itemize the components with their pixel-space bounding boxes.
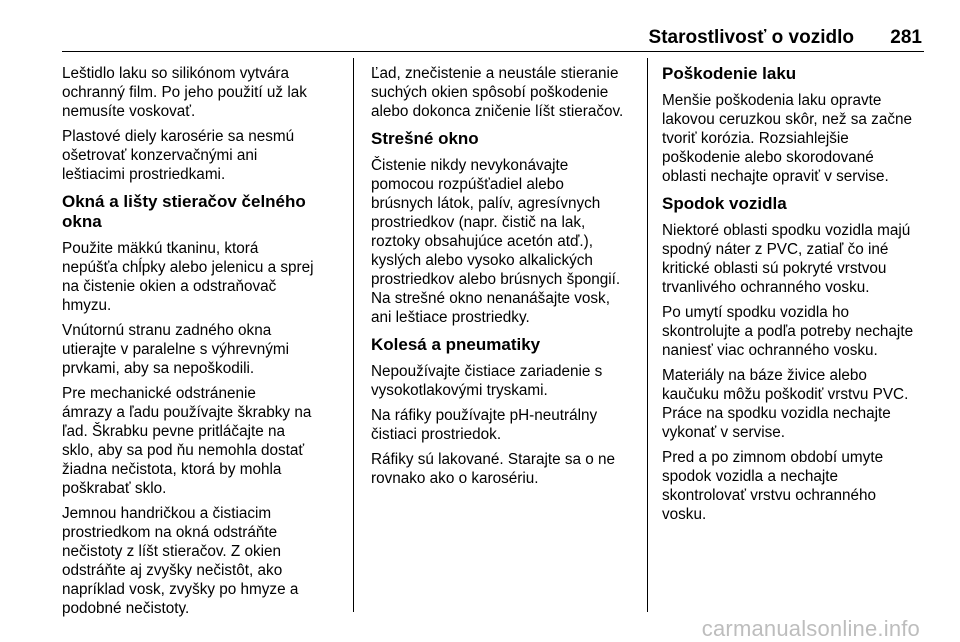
paragraph: Menšie poškodenia laku opravte lakovou ceruzkou skôr, než sa začne tvoriť korózia. Rozsiahlejšie poškodenie alebo skorodované oblasti nechajte opraviť v servise. (662, 92, 912, 185)
paragraph: Materiály na báze živice alebo kaučuku môžu poškodiť vrstvu PVC. Práce na spodku vozidla nechajte vykonať v servise. (662, 367, 909, 441)
page-number: 281 (890, 27, 922, 48)
section-heading: Okná a lišty stieračov čelného okna (62, 192, 306, 231)
watermark-text: carmanualsonline.info (701, 616, 920, 641)
text-column-2 (371, 64, 635, 494)
section-heading: Strešné okno (371, 129, 479, 148)
paragraph: Čistenie nikdy nevykonávajte pomocou rozpúšťadiel alebo brúsnych látok, palív, agresívnych prostriedkov (napr. čistič na lak, roztoky obsahujúce acetón atď.), kyslých alebo vysoko alkalických prostriedkov alebo brúsnych špongií. Na strešné okno nenanášajte vosk, ani leštiace prostriedky. (371, 157, 621, 326)
paragraph: Pred a po zimnom období umyte spodok vozidla a nechajte skontrolovať vrstvu ochranného vosku. (662, 449, 884, 523)
paragraph: Použite mäkkú tkaninu, ktorá nepúšťa chĺpky alebo jelenicu a sprej na čistenie okien a odstraňovač hmyzu. (62, 240, 314, 314)
header-divider (62, 51, 924, 52)
section-heading: Spodok vozidla (662, 194, 787, 213)
paragraph: Ráfiky sú lakované. Starajte sa o ne rovnako ako o karosériu. (371, 451, 616, 487)
paragraph: Ľad, znečistenie a neustále stieranie suchých okien spôsobí poškodenie alebo dokonca zničenie líšt stieračov. (371, 65, 624, 120)
paragraph: Pre mechanické odstránenie ámrazy a ľadu používajte škrabky na ľad. Škrabku pevne pritláčajte na sklo, aby sa pod ňu nemohla dostať žiadna nečistota, ktorá by mohla poškrabať sklo. (62, 385, 312, 497)
column-divider-2 (647, 58, 648, 612)
section-heading: Kolesá a pneumatiky (371, 335, 541, 354)
paragraph: Niektoré oblasti spodku vozidla majú spodný náter z PVC, zatiaľ čo iné kritické oblasti sú pokryté vrstvou trvanlivého ochranného vosku. (662, 222, 911, 296)
column-divider-1 (353, 58, 354, 612)
paragraph: Jemnou handričkou a čistiacim prostriedkom na okná odstráňte nečistoty z líšt stieračov. Z okien odstráňte aj zvyšky nečistôt, ako napríklad vosk, zvyšky po hmyze a podobné nečistoty. (62, 505, 299, 617)
paragraph: Leštidlo laku so silikónom vytvára ochranný film. Po jeho použití už lak nemusíte voskovať. (62, 65, 307, 120)
page-header (0, 0, 960, 52)
paragraph: Po umytí spodku vozidla ho skontrolujte a podľa potreby nechajte naniesť viac ochranného vosku. (662, 304, 914, 359)
paragraph: Plastové diely karosérie sa nesmú ošetrovať konzervačnými ani leštiacimi prostriedkami. (62, 128, 295, 183)
text-column-1 (62, 64, 346, 624)
text-column-3 (662, 64, 930, 530)
paragraph: Nepoužívajte čistiace zariadenie s vysokotlakovými tryskami. (371, 363, 603, 399)
section-heading: Poškodenie laku (662, 64, 797, 83)
section-title: Starostlivosť o vozidlo (648, 27, 854, 48)
paragraph: Vnútornú stranu zadného okna utierajte v paralelne s výhrevnými prvkami, aby sa nepoškodili. (62, 322, 290, 377)
paragraph: Na ráfiky používajte pH-neutrálny čistiaci prostriedok. (371, 407, 598, 443)
